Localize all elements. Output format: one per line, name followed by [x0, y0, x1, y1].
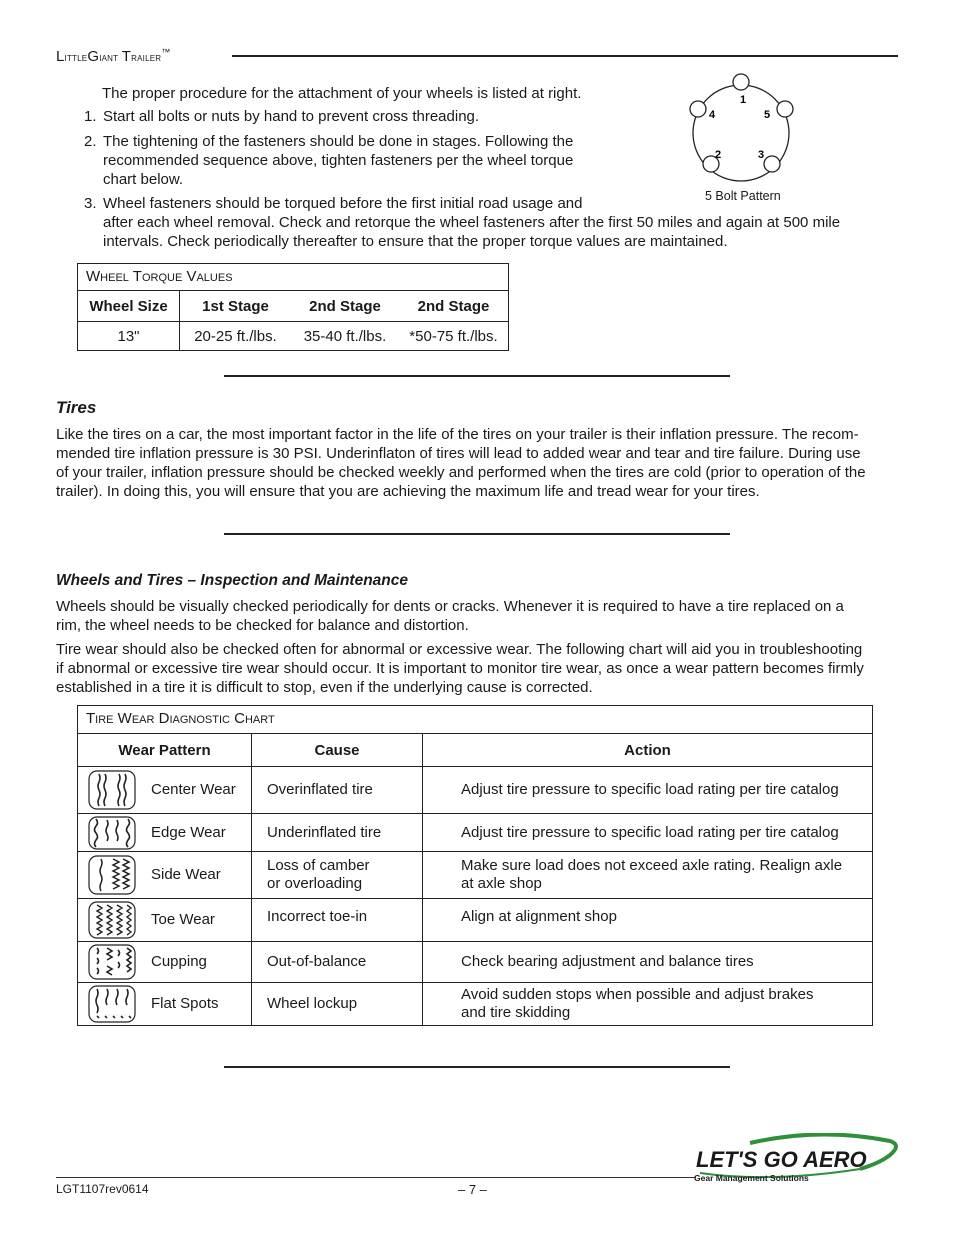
inspection-line: Wheels should be visually checked periodically for dents or cracks. Whenever it is required to have a tire replaced on a — [56, 598, 844, 615]
wear-cause-line: Wheel lockup — [267, 995, 358, 1012]
wear-action-line: Avoid sudden stops when possible and adjust brakes — [461, 986, 814, 1003]
document-number: LGT1107rev0614 — [56, 1182, 149, 1196]
wear-pattern-label: Center Wear — [151, 780, 236, 798]
torque-header-wheel-size: Wheel Size — [78, 291, 180, 322]
bolt-pattern-diagram — [680, 68, 810, 208]
step-number: 1. — [84, 108, 97, 125]
wear-action-line: Align at alignment shop — [461, 908, 617, 925]
inspection-line: if abnormal or excessive tire wear should occur. It is important to monitor tire wear, as once a wear pattern becomes firmly — [56, 660, 864, 677]
wear-pattern-label: Cupping — [151, 952, 207, 970]
wear-cause-line: Loss of camber — [267, 857, 370, 874]
title-part-2-initial: G — [87, 48, 100, 65]
step-text-line: The tightening of the fasteners should be done in stages. Following the — [103, 133, 574, 150]
inspection-paragraph-1 — [56, 597, 901, 635]
bolt-pattern-caption: 5 Bolt Pattern — [705, 189, 781, 203]
wear-cause-cell — [252, 767, 423, 814]
wear-action-line: Make sure load does not exceed axle rating. Realign axle — [461, 857, 843, 874]
tire-edge-wear-icon — [87, 816, 137, 850]
wear-action-line: Adjust tire pressure to specific load rating per tire catalog — [461, 823, 839, 841]
wear-cause-line: Overinflated tire — [267, 781, 373, 798]
tire-wear-diagnostic-chart — [77, 705, 873, 1026]
wear-action-cell — [423, 899, 873, 942]
step-number: 2. — [84, 133, 97, 150]
step-text-line: chart below. — [103, 171, 184, 188]
inspection-heading: Wheels and Tires – Inspection and Maintenance — [56, 572, 408, 589]
wear-cause-cell — [252, 942, 423, 983]
trademark-symbol: ™ — [161, 47, 171, 57]
tire-flat-spots-icon — [87, 985, 137, 1023]
document-header-title — [56, 47, 170, 65]
section-separator — [224, 1066, 730, 1068]
bolt-label-5: 5 — [764, 109, 771, 121]
wear-header-pattern: Wear Pattern — [78, 734, 252, 767]
tire-center-wear-icon — [87, 770, 137, 810]
step-text-line: intervals. Check periodically thereafter to ensure that the proper torque values are maintained. — [103, 233, 728, 250]
torque-cell-stage-3: *50-75 ft./lbs. — [399, 322, 509, 351]
wear-pattern-cell — [78, 814, 252, 852]
letsgoaero-logo — [690, 1133, 900, 1185]
title-part-1-rest: ittle — [64, 50, 88, 64]
wear-header-cause: Cause — [252, 734, 423, 767]
wear-row — [78, 852, 873, 899]
step-1 — [84, 107, 604, 127]
wear-action-cell — [423, 767, 873, 814]
wear-pattern-label: Side Wear — [151, 865, 221, 883]
wear-cause-cell — [252, 814, 423, 852]
inspection-line: rim, the wheel needs to be checked for balance and distortion. — [56, 617, 469, 634]
title-part-2-rest: iant — [99, 50, 122, 64]
wear-action-line: Check bearing adjustment and balance tires — [461, 953, 754, 970]
title-part-1-initial: L — [56, 48, 65, 65]
title-part-3-rest: railer — [131, 50, 162, 64]
wear-pattern-label: Toe Wear — [151, 910, 215, 928]
wear-action-cell — [423, 983, 873, 1026]
step-number: 3. — [84, 195, 97, 212]
wear-pattern-cell — [78, 852, 252, 899]
bolt-label-4: 4 — [709, 109, 716, 121]
header-rule — [232, 55, 898, 57]
wear-cause-line: Out-of-balance — [267, 953, 367, 970]
intro-text: The proper procedure for the attachment of your wheels is listed at right. — [102, 85, 582, 102]
wear-row — [78, 983, 873, 1026]
wear-cause-line: or overloading — [267, 875, 363, 892]
wear-header-action: Action — [423, 734, 873, 767]
wear-row — [78, 814, 873, 852]
wear-row — [78, 942, 873, 983]
step-text-line: recommended sequence above, tighten fasteners per the wheel torque — [103, 152, 574, 169]
torque-table-caption: Wheel Torque Values — [86, 268, 233, 285]
torque-header-stage-1: 1st Stage — [180, 291, 292, 322]
footer-rule — [56, 1177, 696, 1178]
wheel-torque-table — [77, 263, 509, 351]
torque-cell-stage-1: 20-25 ft./lbs. — [180, 322, 292, 351]
section-separator — [224, 375, 730, 377]
tires-heading: Tires — [56, 398, 97, 417]
bolt-label-2: 2 — [715, 149, 722, 161]
bolt-label-1: 1 — [740, 94, 747, 106]
bolt-hole-3 — [764, 156, 780, 172]
wear-cause-cell — [252, 983, 423, 1026]
inspection-line: established in a tire it is difficult to stop, even if the underlying cause is corrected. — [56, 679, 593, 696]
tires-line: trailer). In doing this, you will ensure that you are achieving the maximum life and tread wear for your tires. — [56, 483, 760, 500]
wear-cause-cell — [252, 852, 423, 899]
wear-pattern-label: Flat Spots — [151, 994, 219, 1012]
torque-cell-wheel-size: 13" — [78, 322, 180, 351]
logo-tagline: Gear Management Solutions — [694, 1173, 809, 1183]
tire-cupping-icon — [87, 944, 137, 980]
wear-row — [78, 899, 873, 942]
bolt-hole-5 — [777, 101, 793, 117]
wear-cause-line: Incorrect toe-in — [267, 908, 368, 925]
torque-cell-stage-2: 35-40 ft./lbs. — [291, 322, 399, 351]
wear-pattern-cell — [78, 767, 252, 814]
title-part-3-initial: T — [121, 48, 132, 65]
tires-line: Like the tires on a car, the most important factor in the life of the tires on your trailer is their inflation pressure. The recom- — [56, 426, 859, 443]
step-2 — [84, 132, 604, 192]
tires-line: mended tire inflation pressure is 30 PSI. Underinflaton of tires will lead to added wear and tear and tire failure. During use — [56, 445, 861, 462]
step-text: Start all bolts or nuts by hand to prevent cross threading. — [103, 108, 480, 125]
tires-line: of your trailer, inflation pressure should be checked weekly and performed when the tires are cold (prior to operation of the — [56, 464, 866, 481]
wear-action-cell — [423, 852, 873, 899]
bolt-label-3: 3 — [758, 149, 765, 161]
tire-side-wear-icon — [87, 855, 137, 895]
wear-action-line: and tire skidding — [461, 1004, 571, 1021]
page-number: – 7 – — [458, 1182, 487, 1197]
wear-chart-caption: Tire Wear Diagnostic Chart — [86, 710, 275, 727]
logo-wordmark: LET'S GO AERO — [696, 1147, 867, 1172]
inspection-line: Tire wear should also be checked often for abnormal or excessive wear. The following chart will aid you in troubleshooting — [56, 641, 863, 658]
wear-action-cell — [423, 942, 873, 983]
wear-row — [78, 767, 873, 814]
wear-pattern-label: Edge Wear — [151, 823, 226, 841]
step-text-line: after each wheel removal. Check and retorque the wheel fasteners after the first 50 miles and again at 500 mile — [103, 214, 841, 231]
wear-pattern-cell — [78, 942, 252, 983]
torque-header-stage-2: 2nd Stage — [291, 291, 399, 322]
bolt-hole-4 — [690, 101, 706, 117]
step-text-line: Wheel fasteners should be torqued before the first initial road usage and — [103, 195, 583, 212]
tire-toe-wear-icon — [87, 901, 137, 939]
wear-pattern-cell — [78, 983, 252, 1026]
bolt-hole-1 — [733, 74, 749, 90]
wear-action-cell — [423, 814, 873, 852]
tires-paragraph — [56, 425, 901, 501]
inspection-paragraph-2 — [56, 640, 901, 697]
torque-header-stage-3: 2nd Stage — [399, 291, 509, 322]
section-separator — [224, 533, 730, 535]
wear-pattern-cell — [78, 899, 252, 942]
wear-cause-line: Underinflated tire — [267, 823, 382, 841]
wear-action-line: Adjust tire pressure to specific load rating per tire catalog — [461, 781, 839, 798]
wear-action-line: at axle shop — [461, 875, 542, 892]
wear-cause-cell — [252, 899, 423, 942]
